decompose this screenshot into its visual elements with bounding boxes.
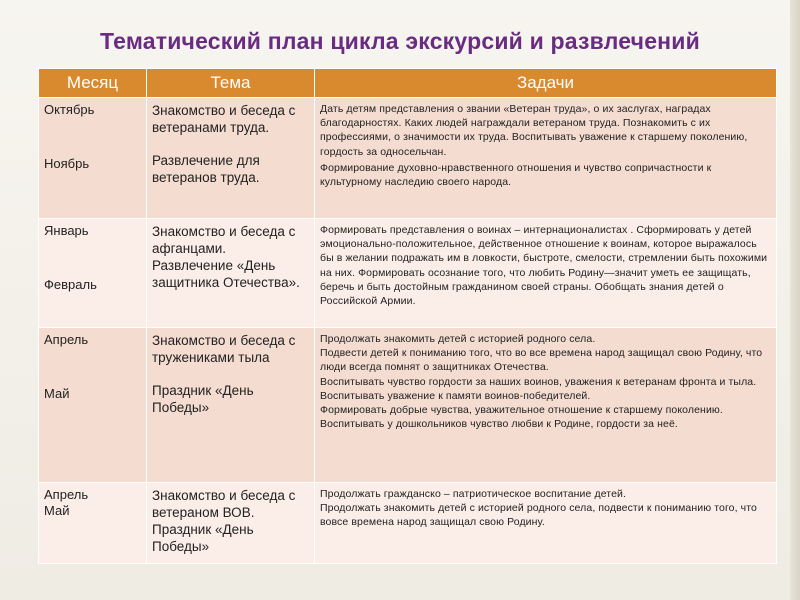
month-cell — [39, 98, 147, 219]
theme-cell — [147, 483, 315, 564]
page-title: Тематический план цикла экскурсий и развлечений — [100, 28, 700, 54]
month-label: Ноябрь — [44, 156, 90, 171]
month-label: Февраль — [44, 277, 97, 292]
month-cell — [39, 483, 147, 564]
task-paragraph: Формировать добрые чувства, уважительное отношение к старшему поколению. — [320, 404, 723, 417]
header-theme: Тема — [147, 69, 315, 98]
tasks-cell — [315, 98, 777, 219]
table-row — [39, 219, 777, 328]
month-label: Апрель — [44, 332, 89, 347]
header-tasks: Задачи — [315, 69, 777, 98]
tasks-cell — [315, 219, 777, 328]
theme-text: Знакомство и беседа с афганцами. Развлечение «День защитника Отечества». — [152, 224, 300, 290]
theme-text: Развлечение для ветеранов труда. — [152, 153, 260, 185]
theme-text: Знакомство и беседа с тружениками тыла — [152, 333, 296, 365]
month-label: Октябрь — [44, 102, 95, 117]
table-row — [39, 328, 777, 483]
month-cell — [39, 328, 147, 483]
theme-text: Праздник «День Победы» — [152, 383, 254, 415]
table-row — [39, 483, 777, 564]
theme-cell — [147, 328, 315, 483]
tasks-cell — [315, 483, 777, 564]
theme-text: Знакомство и беседа с ветеранами труда. — [152, 103, 296, 135]
tasks-cell — [315, 328, 777, 483]
header-month: Месяц — [39, 69, 147, 98]
month-cell — [39, 219, 147, 328]
task-paragraph: Формировать представления о воинах – интернационалистах . Сформировать у детей эмоционально-положительное, действенное отношение к воинам, которое выражалось бы в желании подражать им в ловкости, быстроте, смелости, стремлении быть похожими на них. Формировать осознание того, что любить Родину—значит уметь ее защищать, беречь и быть достойным гражданином своей страны. Обобщать знания детей о Российской Армии. — [320, 224, 768, 308]
month-label: Май — [44, 386, 70, 401]
task-paragraph: Воспитывать чувство гордости за наших воинов, уважения к ветеранам фронта и тыла. — [320, 375, 757, 388]
slide-edge-decoration — [790, 0, 800, 600]
task-paragraph: Продолжать знакомить детей с историей родного села. — [320, 333, 596, 345]
theme-cell — [147, 98, 315, 219]
month-label: Январь — [44, 223, 89, 238]
task-paragraph: Формирование духовно-нравственного отношения и чувство сопричастности к культурному наследию своего народа. — [320, 161, 712, 189]
task-paragraph: Продолжать гражданско – патриотическое воспитание детей. — [320, 488, 627, 500]
task-paragraph: Воспитывать уважение к памяти воинов-победителей. — [320, 389, 591, 402]
task-paragraph: Подвести детей к пониманию того, что во все времена народ защищал свою Родину, что люди всегда помнят о защитниках Отечества. — [320, 347, 763, 374]
task-paragraph: Дать детям представления о звании «Ветеран труда», о их заслугах, наградах благодарностях. Каких людей награждали ветераном труда. Познакомить с их профессиями, о значимости их труда. Воспитывать уважение к старшему поколению, гордость за односельчан. — [320, 103, 748, 158]
theme-text: Знакомство и беседа с ветераном ВОВ. Праздник «День Победы» — [152, 488, 296, 554]
table-header-row — [39, 69, 777, 98]
task-paragraph: Продолжать знакомить детей с историей родного села, подвести к пониманию того, что вовсе времена народ защищал свою Родину. — [320, 502, 757, 529]
table-row — [39, 98, 777, 219]
month-label: Апрель — [44, 487, 89, 502]
task-paragraph: Воспитывать у дошкольников чувство любви к Родине, гордости за неё. — [320, 418, 678, 431]
month-label: Май — [44, 503, 70, 518]
theme-cell — [147, 219, 315, 328]
plan-table — [38, 68, 777, 564]
